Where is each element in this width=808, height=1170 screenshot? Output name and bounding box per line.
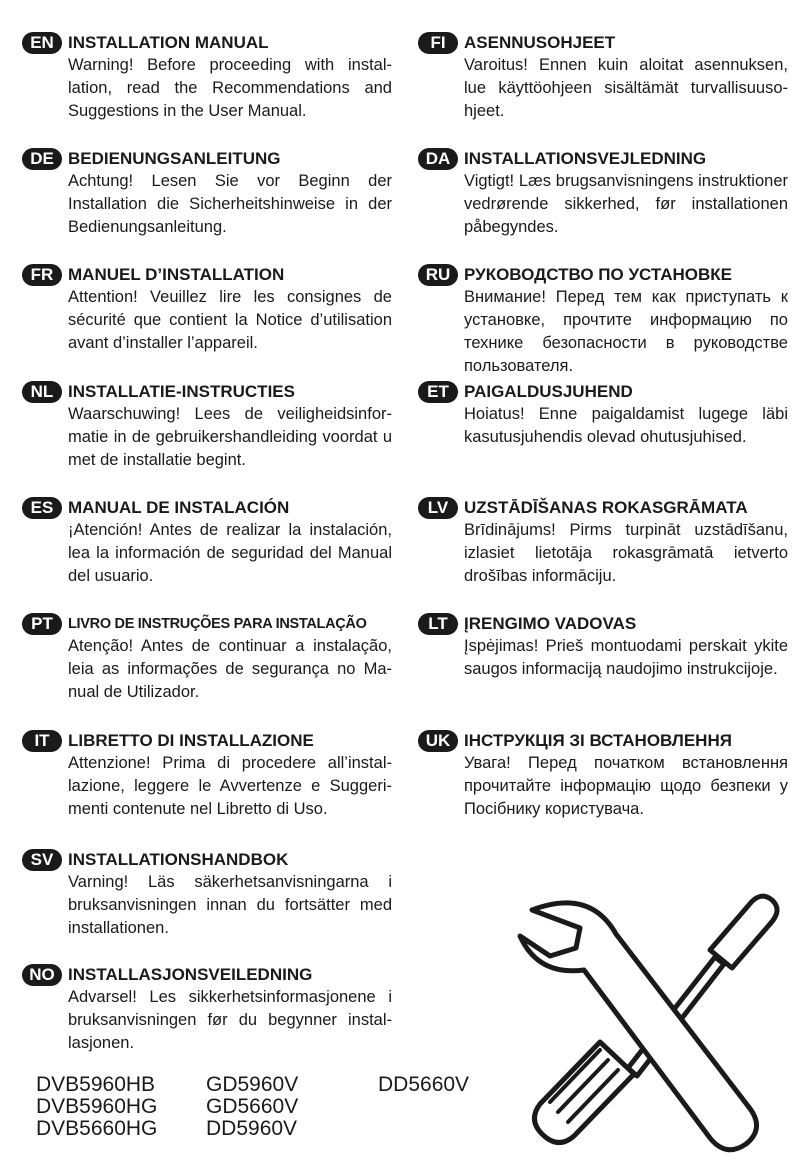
lang-badge-lv: LV xyxy=(418,497,458,519)
section-title: РУКОВОДСТВО ПО УСТАНОВКЕ xyxy=(464,265,732,284)
model-list-col3 xyxy=(378,1074,469,1096)
model-number: GD5660V xyxy=(206,1095,299,1118)
section-ru xyxy=(418,264,788,378)
lang-badge-es: ES xyxy=(22,497,62,519)
section-no xyxy=(22,964,392,1055)
section-text: Achtung! Lesen Sie vor Beginn der Installation die Sicherheitshinweise in der Bedienungsanleitung. xyxy=(68,172,392,236)
section-text: Attention! Veuillez lire les consignes de sécurité que contient la Notice d’utilisation avant d’installer l’appareil. xyxy=(68,288,392,352)
section-title: INSTALLATIONSVEJLEDNING xyxy=(464,149,707,168)
section-text: Brīdinājums! Pirms turpināt uzstādīšanu, izlasiet lietotāja rokasgrāmatā ietverto drošības informāciju. xyxy=(464,521,788,585)
section-text: Vigtigt! Læs brugsanvisningens instruktioner vedrørende sikkerhed, før installationen påbegyndes. xyxy=(464,172,788,236)
section-title: INSTALLASJONSVEILEDNING xyxy=(68,965,313,984)
section-pt xyxy=(22,613,392,704)
section-text: Varning! Läs säkerhetsanvisningarna i bruksanvisningen innan du fortsätter med installationen. xyxy=(68,873,392,937)
lang-badge-de: DE xyxy=(22,148,62,170)
model-number: DD5660V xyxy=(378,1073,470,1096)
section-title: INSTALLATIONSHANDBOK xyxy=(68,850,289,869)
section-et xyxy=(418,381,788,449)
section-title: ĮRENGIMO VADOVAS xyxy=(464,614,637,633)
model-number: DVB5660HG xyxy=(36,1117,158,1140)
section-nl xyxy=(22,381,392,472)
section-fr xyxy=(22,264,392,355)
section-title: UZSTĀDĪŠANAS ROKASGRĀMATA xyxy=(464,498,748,517)
model-number: DVB5960HG xyxy=(36,1095,158,1118)
lang-badge-sv: SV xyxy=(22,849,62,871)
section-title: ІНСТРУКЦІЯ ЗІ ВСТАНОВЛЕННЯ xyxy=(464,731,732,750)
lang-badge-lt: LT xyxy=(418,613,458,635)
section-de xyxy=(22,148,392,239)
section-title: LIVRO DE INSTRUÇÕES PARA INSTALAÇÃO xyxy=(68,616,367,632)
section-title: BEDIENUNGSANLEITUNG xyxy=(68,149,281,168)
lang-badge-fi: FI xyxy=(418,32,458,54)
model-number: DVB5960HB xyxy=(36,1073,156,1096)
lang-badge-en: EN xyxy=(22,32,62,54)
section-title: INSTALLATIE-INSTRUCTIES xyxy=(68,382,295,401)
section-title: MANUAL DE INSTALACIÓN xyxy=(68,498,290,517)
section-text: Waarschuwing! Lees de veiligheidsinformatie in de gebruikershandleiding voordat u met de installatie begint. xyxy=(68,405,392,469)
model-number: GD5960V xyxy=(206,1073,299,1096)
model-list-col1 xyxy=(36,1074,157,1140)
section-en xyxy=(22,32,392,123)
section-text: Varoitus! Ennen kuin aloitat asennuksen, lue käyttöohjeen sisältämät turvallisuusohjeet. xyxy=(464,56,788,120)
section-title: ASENNUSOHJEET xyxy=(464,33,616,52)
model-list-col2 xyxy=(206,1074,298,1140)
section-uk xyxy=(418,730,788,821)
section-title: LIBRETTO DI INSTALLAZIONE xyxy=(68,731,314,750)
section-it xyxy=(22,730,392,821)
section-text: Hoiatus! Enne paigaldamist lugege läbi kasutusjuhendis olevad ohutusjuhised. xyxy=(464,405,788,446)
section-text: Внимание! Перед тем как приступать к установке, прочтите информацию по технике безопасности в руководстве пользователя. xyxy=(464,288,788,375)
section-text: Advarsel! Les sikkerhetsinformasjonene i bruksanvisningen før du begynner installasjonen. xyxy=(68,988,392,1052)
wrench-screwdriver-icon xyxy=(510,880,800,1162)
section-lt xyxy=(418,613,788,681)
lang-badge-et: ET xyxy=(418,381,458,403)
lang-badge-nl: NL xyxy=(22,381,62,403)
section-text: Увага! Перед початком встановлення прочитайте інформацію щодо безпеки у Посібнику користувача. xyxy=(464,754,788,818)
lang-badge-pt: PT xyxy=(22,613,62,635)
model-number: DD5960V xyxy=(206,1117,298,1140)
lang-badge-uk: UK xyxy=(418,730,458,752)
section-fi xyxy=(418,32,788,123)
section-text: ¡Atención! Antes de realizar la instalación, lea la información de seguridad del Manual del usuario. xyxy=(68,521,392,585)
section-es xyxy=(22,497,392,588)
lang-badge-da: DA xyxy=(418,148,458,170)
lang-badge-it: IT xyxy=(22,730,62,752)
lang-badge-fr: FR xyxy=(22,264,62,286)
section-title: PAIGALDUSJUHEND xyxy=(464,382,633,401)
section-lv xyxy=(418,497,788,588)
lang-badge-ru: RU xyxy=(418,264,458,286)
section-text: Warning! Before proceeding with installation, read the Recommendations and Suggestions in the User Manual. xyxy=(68,56,392,120)
section-title: INSTALLATION MANUAL xyxy=(68,33,269,52)
section-title: MANUEL D’INSTALLATION xyxy=(68,265,285,284)
section-da xyxy=(418,148,788,239)
section-text: Įspėjimas! Prieš montuodami perskait ykite saugos informaciją naudojimo instrukcijoje. xyxy=(464,637,788,678)
lang-badge-no: NO xyxy=(22,964,62,986)
section-sv xyxy=(22,849,392,940)
section-text: Atenção! Antes de continuar a instalação, leia as informações de segurança no Manual de Utilizador. xyxy=(68,637,392,701)
section-text: Attenzione! Prima di procedere all’installazione, leggere le Avvertenze e Suggerimenti contenute nel Libretto di Uso. xyxy=(68,754,392,818)
